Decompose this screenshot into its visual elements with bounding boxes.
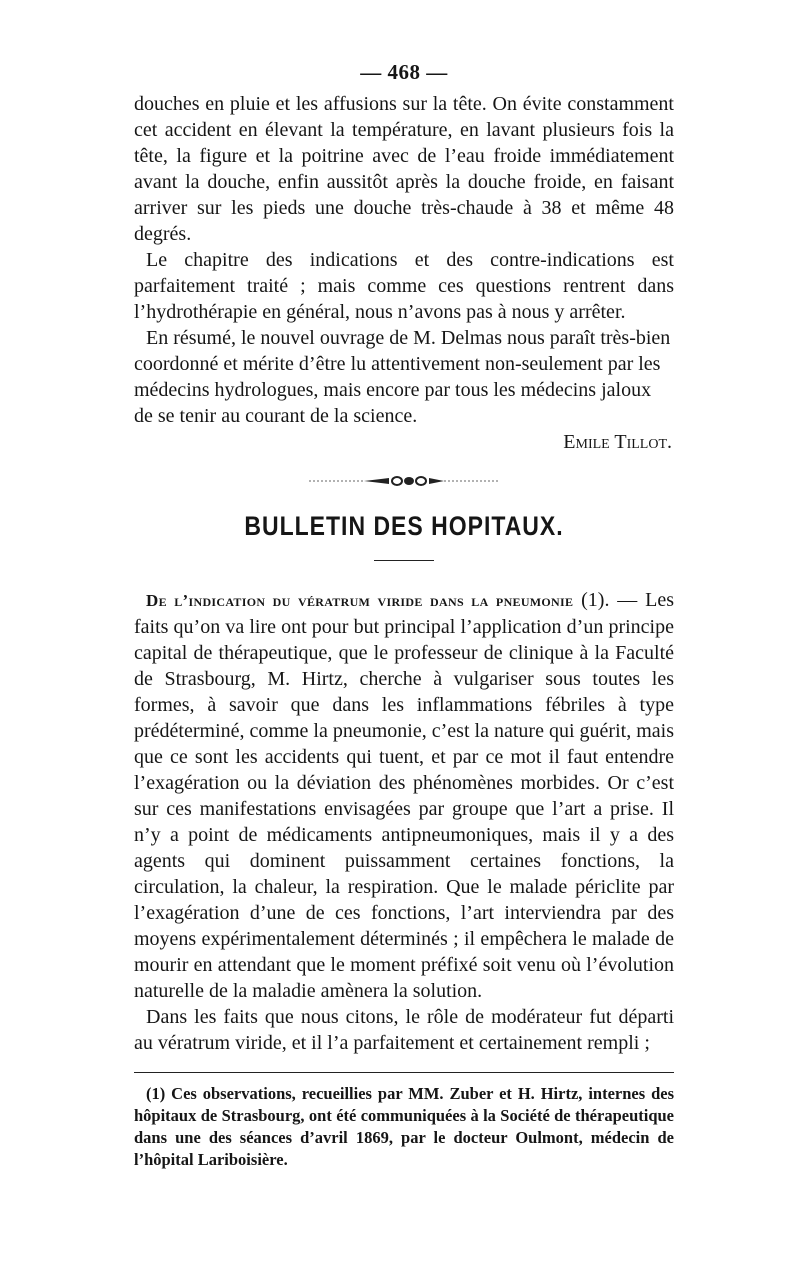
page: [134, 60, 674, 1171]
paragraph-1: douches en pluie et les affusions sur la tête. On évite constamment cet accident en élevant la température, en lavant plusieurs fois la tête, la figure et la poitrine avec de l’eau froide immédiatement avant la douche, enfin aussitôt après la douche froide, en faisant arriver sur les pieds une douche très-chaude à 38 et même 48 degrés.: [134, 93, 674, 245]
ornament-divider-icon: [134, 475, 674, 487]
title-rule: [374, 560, 434, 561]
paragraph-3: [134, 325, 674, 455]
author-signature: Emile Tillot.: [563, 431, 672, 453]
footnote-rule: [134, 1072, 674, 1073]
footnote-ref: (1). —: [573, 589, 646, 611]
paragraph-3-text: En résumé, le nouvel ouvrage de M. Delmas nous paraît très-bien coordonné et mérite d’être lu attentivement non-seulement par les médecins hydrologues, mais encore par tous les médecins jaloux de se tenir au courant de la science.: [134, 327, 671, 427]
page-number: — 468 —: [360, 60, 448, 84]
paragraph-2: Le chapitre des indications et des contre-indications est parfaitement traité ; mais comme ces questions rentrent dans l’hydrothérapie en général, nous n’avons pas à nous y arrêter.: [134, 249, 674, 323]
paragraph-4-text: Les faits qu’on va lire ont pour but principal l’application d’un principe capital de thérapeutique, que le professeur de clinique à la Faculté de Strasbourg, M. Hirtz, cherche à vulgariser sous toutes les formes, à savoir que dans les inflammations fébriles à type prédéterminé, comme la pneumonie, c’est la nature qui guérit, mais que ce sont les accidents qui tuent, et par ce mot il faut entendre l’exagération ou la déviation des phénomènes morbides. Or c’est sur ces manifestations envisagées par groupe que l’art a prise. Il n’y a point de médicaments antipneumoniques, mais il y a des agents qui dominent puissamment certaines fonctions, la circulation, la chaleur, la respiration. Que le malade périclite par l’exagération d’une de ces fonctions, l’art interviendra par des moyens expérimentalement déterminés ; il empêchera le malade de mourir en attendant que le moment préfixé soit venu où l’évolution naturelle de la maladie amènera la solution.: [134, 589, 674, 1002]
paragraph-4: [134, 587, 674, 1004]
paragraph-5: Dans les faits que nous citons, le rôle de modérateur fut départi au vératrum viride, et il l’a parfaitement et certainement rempli ;: [134, 1006, 674, 1054]
section-title: BULLETIN DES HOPITAUX.: [244, 510, 564, 541]
footnote: (1) Ces observations, recueillies par MM. Zuber et H. Hirtz, internes des hôpitaux de Strasbourg, ont été communiquées à la Société de thérapeutique dans une des séances d’avril 1869, par le docteur Oulmont, médecin de l’hôpital Lariboisière.: [134, 1084, 674, 1169]
article-heading: De l’indication du vératrum viride dans la pneumonie: [146, 591, 574, 610]
